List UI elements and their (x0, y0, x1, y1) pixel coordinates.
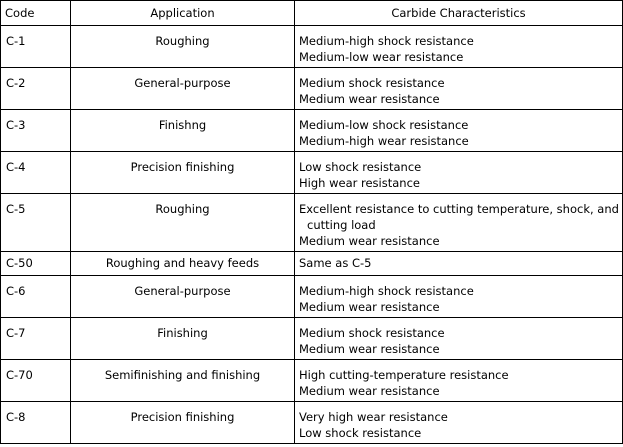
cell-characteristics (295, 402, 623, 444)
cell-code: C-70 (1, 360, 71, 402)
characteristic-line: Excellent resistance to cutting temperature, shock, and (299, 202, 619, 216)
column-header-characteristics: Carbide Characteristics (295, 1, 623, 26)
characteristic-line: Medium wear resistance (299, 234, 440, 248)
header-row (1, 1, 623, 26)
characteristic-line: Very high wear resistance (299, 410, 448, 424)
cell-application: General-purpose (71, 68, 295, 110)
table-header (1, 1, 623, 26)
characteristic-line: High wear resistance (299, 176, 420, 190)
characteristic-line: Same as C-5 (299, 256, 372, 270)
table-row (1, 68, 623, 110)
cell-application: General-purpose (71, 276, 295, 318)
characteristic-line: Medium-high wear resistance (299, 134, 469, 148)
characteristic-line: Medium-high shock resistance (299, 284, 474, 298)
cell-characteristics (295, 276, 623, 318)
characteristic-line: Medium-low shock resistance (299, 118, 469, 132)
table-body (1, 26, 623, 444)
table-row (1, 194, 623, 252)
cell-application: Finishing (71, 318, 295, 360)
cell-characteristics (295, 152, 623, 194)
cell-application: Finishng (71, 110, 295, 152)
characteristic-line: Low shock resistance (299, 160, 422, 174)
characteristic-line: Medium shock resistance (299, 326, 445, 340)
table-row (1, 252, 623, 276)
cell-code: C-8 (1, 402, 71, 444)
cell-code: C-50 (1, 252, 71, 276)
cell-application: Roughing (71, 194, 295, 252)
table-row (1, 360, 623, 402)
cell-characteristics (295, 110, 623, 152)
cell-application: Precision finishing (71, 402, 295, 444)
column-header-application: Application (71, 1, 295, 26)
characteristic-line: High cutting-temperature resistance (299, 368, 509, 382)
cell-characteristics (295, 68, 623, 110)
characteristic-line: Medium shock resistance (299, 76, 445, 90)
cell-code: C-1 (1, 26, 71, 68)
characteristic-line: Medium wear resistance (299, 92, 440, 106)
characteristic-line: Medium-high shock resistance (299, 34, 474, 48)
cell-characteristics (295, 26, 623, 68)
cell-code: C-7 (1, 318, 71, 360)
cell-characteristics (295, 252, 623, 276)
cell-application: Semifinishing and finishing (71, 360, 295, 402)
characteristic-line: cutting load (307, 218, 376, 232)
table-row (1, 26, 623, 68)
table-row (1, 402, 623, 444)
characteristic-line: Medium wear resistance (299, 384, 440, 398)
cell-characteristics (295, 194, 623, 252)
cell-code: C-3 (1, 110, 71, 152)
table-row (1, 276, 623, 318)
cell-characteristics (295, 360, 623, 402)
cell-code: C-5 (1, 194, 71, 252)
cell-code: C-2 (1, 68, 71, 110)
table-row (1, 110, 623, 152)
cell-characteristics (295, 318, 623, 360)
table-row (1, 318, 623, 360)
characteristic-line: Medium-low wear resistance (299, 50, 464, 64)
characteristic-line: Medium wear resistance (299, 342, 440, 356)
cell-code: C-4 (1, 152, 71, 194)
column-header-code: Code (1, 1, 71, 26)
table-row (1, 152, 623, 194)
cell-code: C-6 (1, 276, 71, 318)
characteristic-line: Low shock resistance (299, 426, 422, 440)
cell-application: Roughing (71, 26, 295, 68)
cell-application: Precision finishing (71, 152, 295, 194)
cell-application: Roughing and heavy feeds (71, 252, 295, 276)
characteristic-line: Medium wear resistance (299, 300, 440, 314)
